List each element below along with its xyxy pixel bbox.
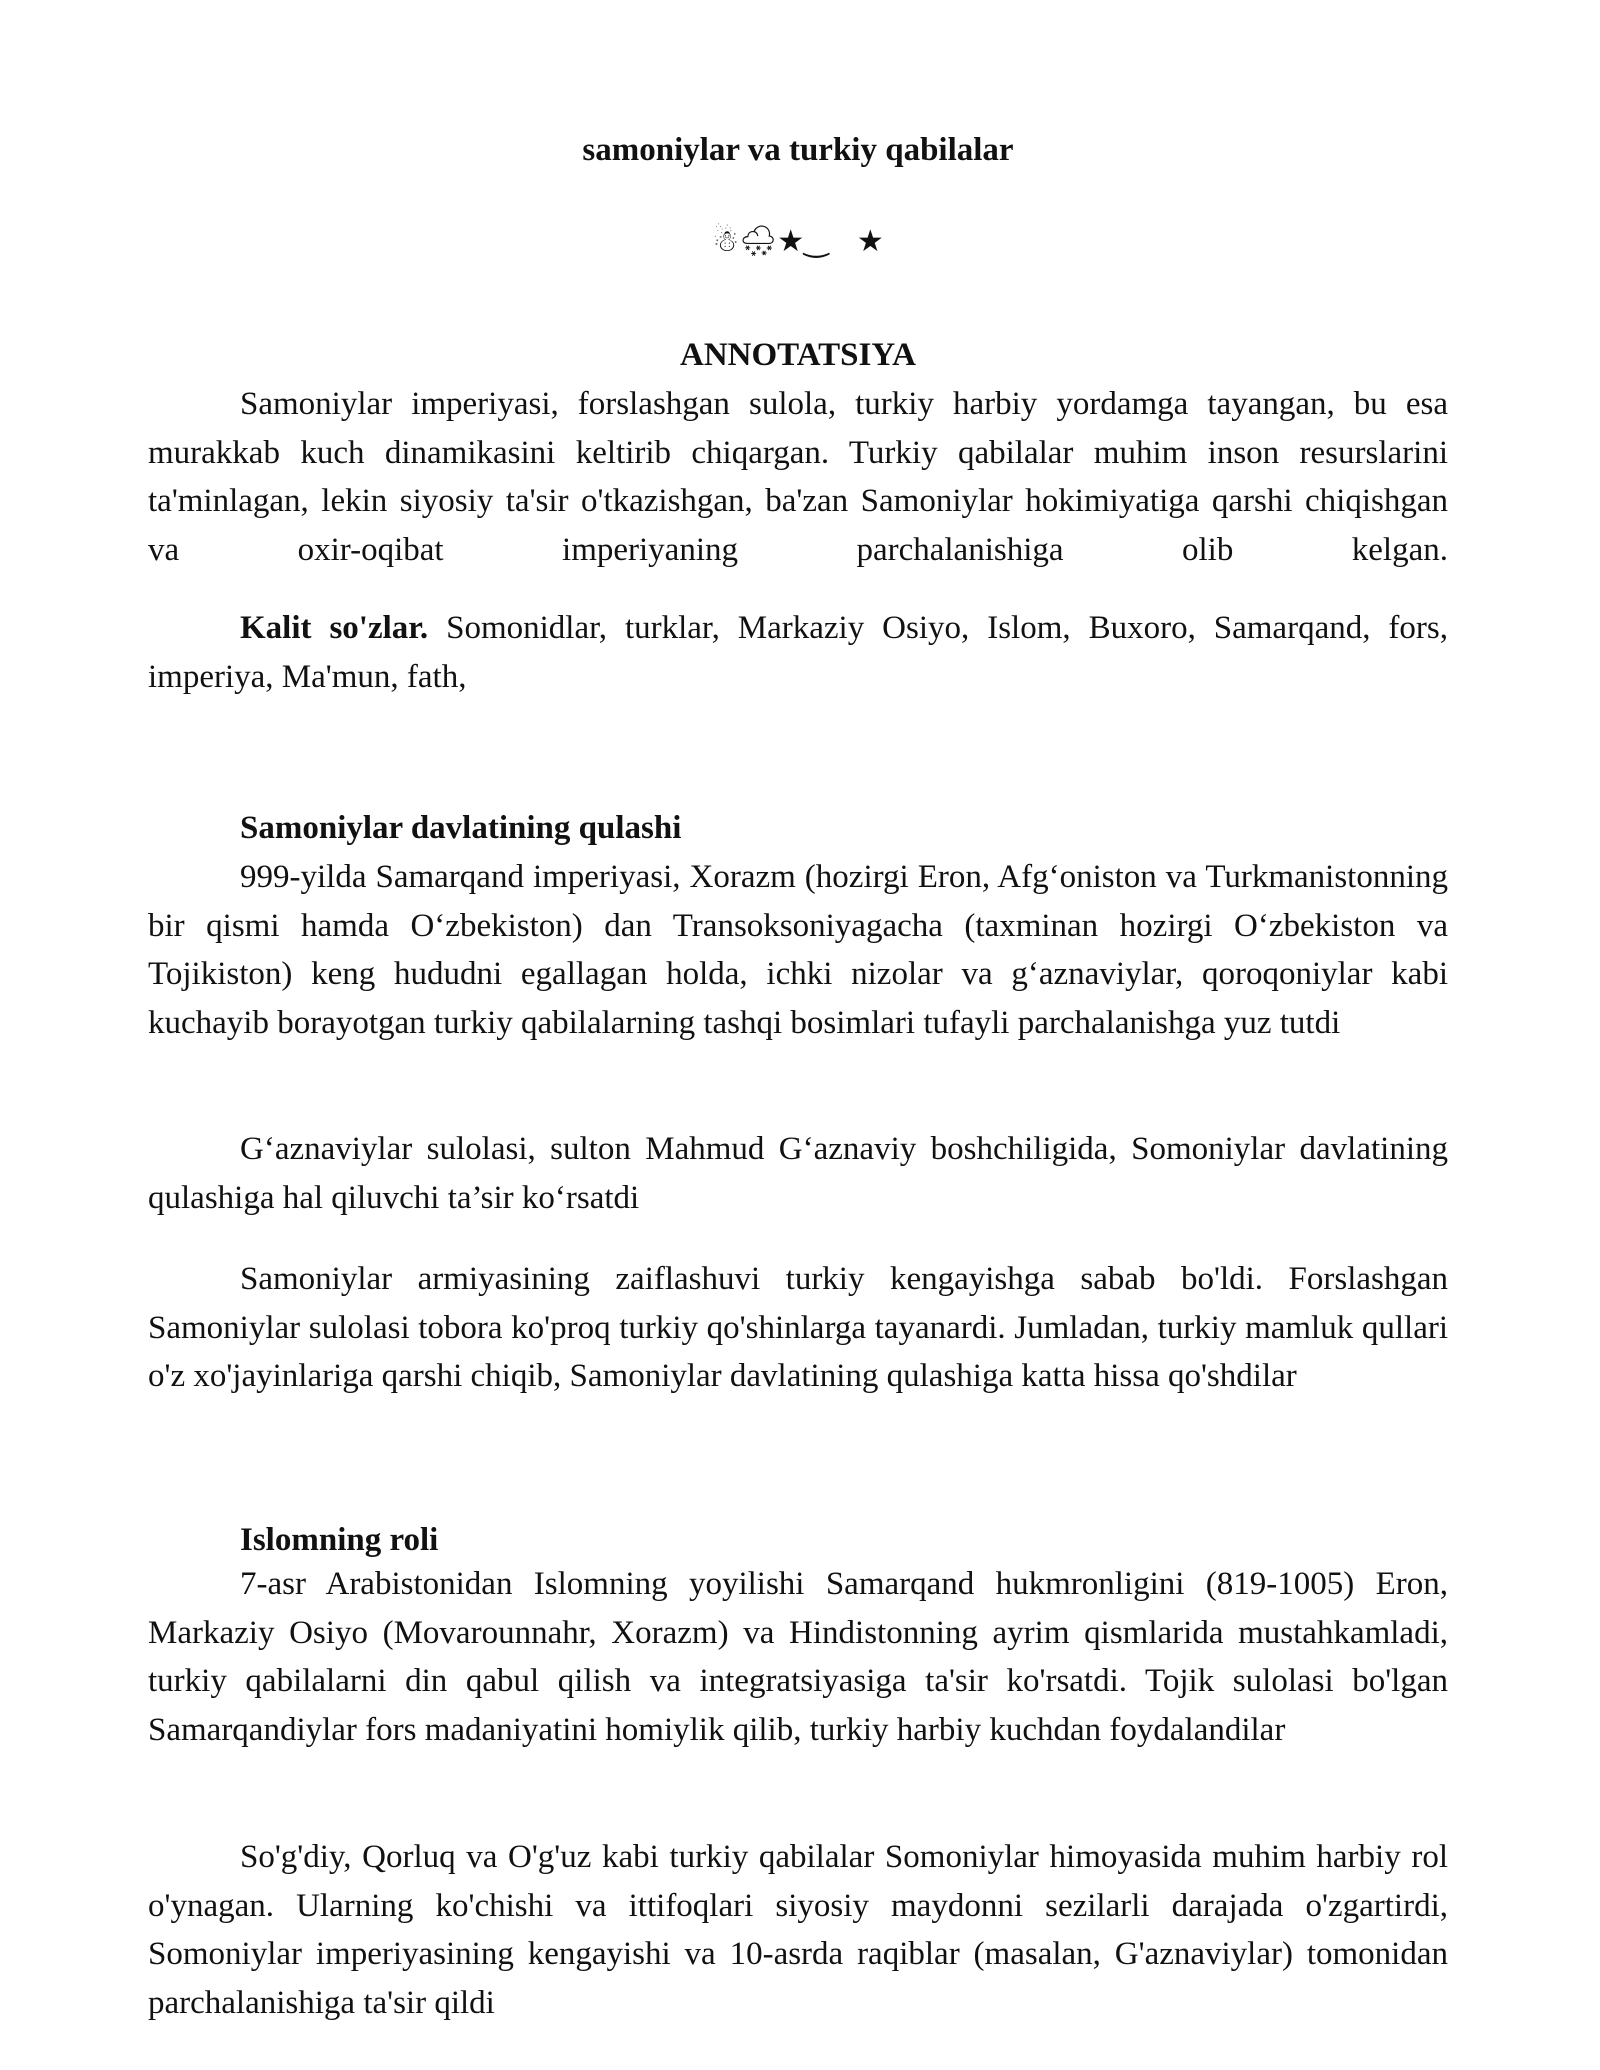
keywords-text: Somonidlar, turklar, Markaziy Osiyo, Islom, Buxoro, Samarqand, fors, imperiya, Ma'mun, fath, bbox=[148, 610, 1448, 695]
annotation-heading: ANNOTATSIYA bbox=[680, 337, 916, 373]
section-islam-paragraph-1: 7-asr Arabistonidan Islomning yoyilishi Samarqand hukmronligini (819-1005) Eron, Markaziy Osiyo (Movarounnahr, Xorazm) va Hindistonning ayrim qismlarida mustahkamladi, turkiy qabilalarni din qabul qilish va integratsiyasiga ta'sir ko'rsatdi. Tojik sulolasi bo'lgan Samarqandiylar fors madaniyatini homiylik qilib, turkiy harbiy kuchdan foydalandilar bbox=[148, 1566, 1448, 1748]
decorative-symbols-icon: ☃🌨★‿ ★ bbox=[712, 224, 884, 259]
keywords-label: Kalit so'zlar. bbox=[240, 610, 429, 646]
annotation-text: Samoniylar imperiyasi, forslashgan sulola, turkiy harbiy yordamga tayangan, bu esa murakkab kuch dinamikasini keltirib chiqargan. Turkiy qabilalar muhim inson resurslarini ta'minlagan, lekin siyosiy ta'sir o'tkazishgan, ba'zan Samoniylar hokimiyatiga qarshi chiqishgan va oxir-oqibat imperiyaning parchalanishiga olib kelgan. bbox=[148, 386, 1448, 568]
section-collapse-paragraph-2: Gʻaznaviylar sulolasi, sulton Mahmud Gʻaznaviy boshchiligida, Somoniylar davlatining qulashiga hal qiluvchi ta’sir koʻrsatdi bbox=[148, 1131, 1448, 1216]
keywords-paragraph bbox=[148, 604, 1448, 701]
section-heading-collapse: Samoniylar davlatining qulashi bbox=[240, 810, 682, 846]
section-islam-paragraph-2: So'g'diy, Qorluq va O'g'uz kabi turkiy qabilalar Somoniylar himoyasida muhim harbiy rol o'ynagan. Ularning ko'chishi va ittifoqlari siyosiy maydonni sezilarli darajada o'zgartirdi, Somoniylar imperiyasining kengayishi va 10-asrda raqiblar (masalan, G'aznaviylar) tomonidan parchalanishiga ta'sir qildi bbox=[148, 1839, 1448, 2021]
section-collapse-paragraph-1: 999-yilda Samarqand imperiyasi, Xorazm (hozirgi Eron, Afgʻoniston va Turkmanistonning bir qismi hamda Oʻzbekiston) dan Transoksoniyagacha (taxminan hozirgi Oʻzbekiston va Tojikiston) keng hududni egallagan holda, ichki nizolar va gʻaznaviylar, qoroqoniylar kabi kuchayib borayotgan turkiy qabilalarning tashqi bosimlari tufayli parchalanishga yuz tutdi bbox=[148, 859, 1448, 1041]
document-title: samoniylar va turkiy qabilalar bbox=[582, 132, 1014, 168]
section-collapse-paragraph-3: Samoniylar armiyasining zaiflashuvi turkiy kengayishga sabab bo'ldi. Forslashgan Samoniylar sulolasi tobora ko'proq turkiy qo'shinlarga tayanardi. Jumladan, turkiy mamluk qullari o'z xo'jayinlariga qarshi chiqib, Samoniylar davlatining qulashiga katta hissa qo'shdilar bbox=[148, 1261, 1448, 1394]
section-heading-islam: Islomning roli bbox=[240, 1522, 439, 1558]
